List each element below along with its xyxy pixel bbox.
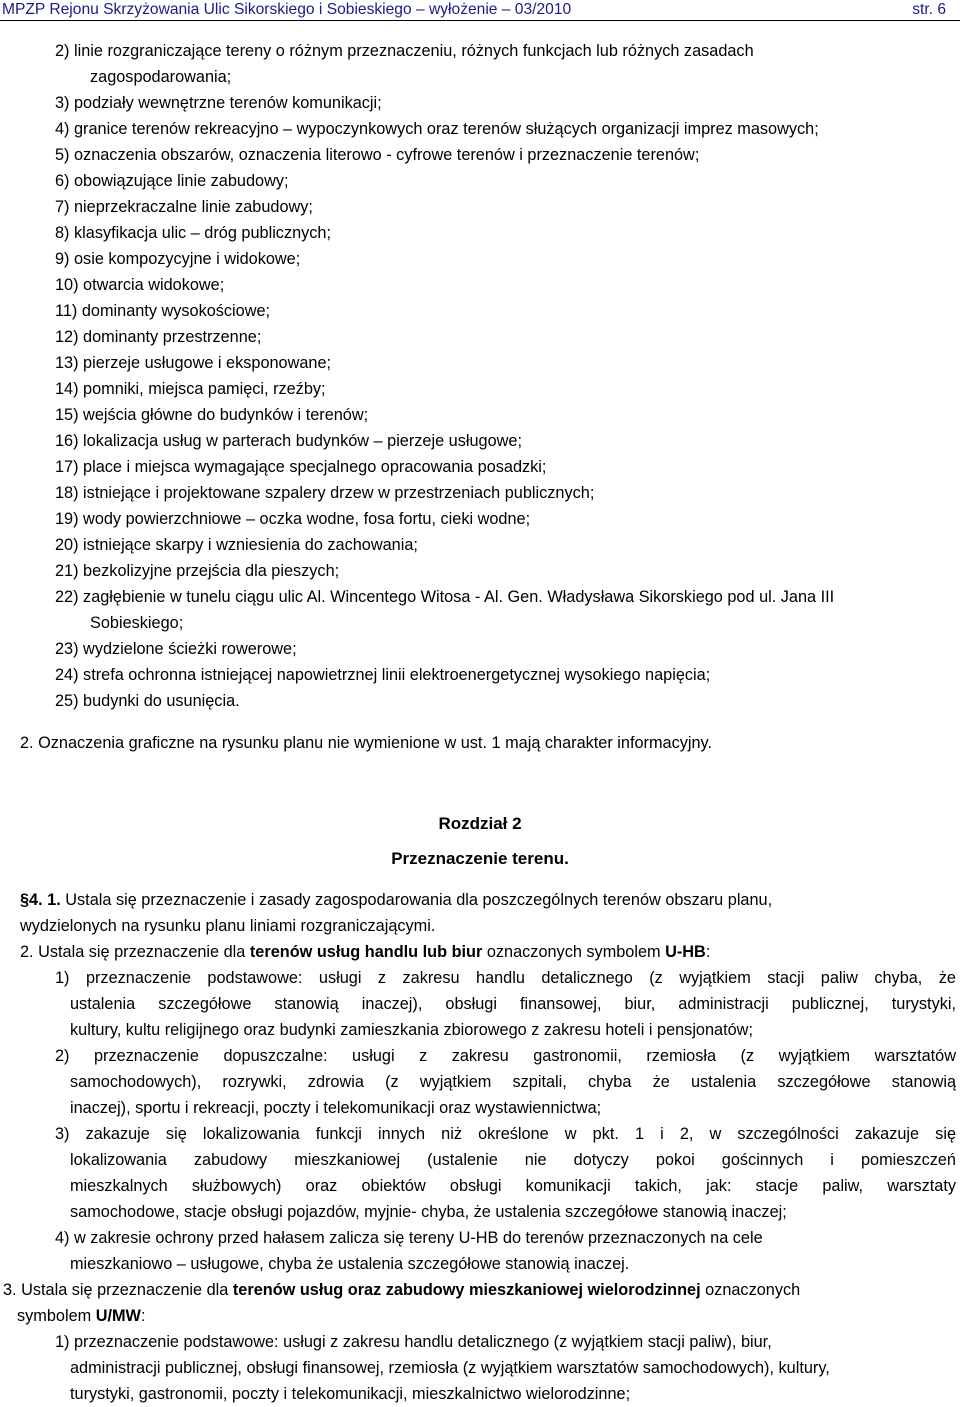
- p2-item-1-cont: ustalenia szczegółowe stanowią inaczej), obsługi finansowej, biur, administracji publicznej, turystyki,: [70, 995, 956, 1013]
- list-item: 18) istniejące i projektowane szpalery drzew w przestrzeniach publicznych;: [55, 484, 595, 502]
- point-2: 2. Oznaczenia graficzne na rysunku planu nie wymienione w ust. 1 mają charakter informacyjny.: [20, 734, 712, 752]
- p2-item-2-cont: samochodowych), rozrywki, zdrowia (z wyjątkiem szpitali, chyba że ustalenia szczegółowe stanowią: [70, 1073, 956, 1091]
- section-4-par-3-cont: symbolem U/MW:: [17, 1307, 146, 1325]
- list-item: 22) zagłębienie w tunelu ciągu ulic Al. Wincentego Witosa - Al. Gen. Władysława Sikorskiego pod ul. Jana III: [55, 588, 835, 606]
- p2-item-3-cont: lokalizowania zabudowy mieszkaniowej (ustalenie nie dotyczy pokoi gościnnych i pomieszczeń: [70, 1151, 956, 1169]
- chapter-number: Rozdział 2: [438, 814, 522, 833]
- p2-item-3-cont: samochodowe, stacje obsługi pojazdów, myjnie- chyba, że ustalenia szczegółowe stanowią inaczej;: [70, 1203, 787, 1221]
- section-4-par-3: 3. Ustala się przeznaczenie dla terenów usług oraz zabudowy mieszkaniowej wielorodzinnej oznaczonych: [3, 1281, 801, 1299]
- list-item: 8) klasyfikacja ulic – dróg publicznych;: [55, 224, 332, 242]
- list-item: 24) strefa ochronna istniejącej napowietrznej linii elektroenergetycznej wysokiego napięcia;: [55, 666, 711, 684]
- list-item: 13) pierzeje usługowe i eksponowane;: [55, 354, 332, 372]
- document-title: MPZP Rejonu Skrzyżowania Ulic Sikorskiego i Sobieskiego – wyłożenie – 03/2010: [2, 1, 572, 18]
- page-number: str. 6: [912, 1, 946, 18]
- list-item: 12) dominanty przestrzenne;: [55, 328, 262, 346]
- header-divider: [0, 20, 960, 21]
- p3-item-1-cont: administracji publicznej, obsługi finansowej, rzemiosła (z wyjątkiem warsztatów samochodowych), kultury,: [70, 1359, 830, 1377]
- list-item: 3) podziały wewnętrzne terenów komunikacji;: [55, 94, 382, 112]
- list-item: 7) nieprzekraczalne linie zabudowy;: [55, 198, 313, 216]
- chapter-title: Przeznaczenie terenu.: [391, 849, 569, 868]
- list-item: 5) oznaczenia obszarów, oznaczenia literowo - cyfrowe terenów i przeznaczenie terenów;: [55, 146, 700, 164]
- list-item: 25) budynki do usunięcia.: [55, 692, 240, 710]
- page-header: [0, 0, 960, 22]
- section-4-par-1-cont: wydzielonych na rysunku planu liniami rozgraniczającymi.: [20, 917, 436, 935]
- section-4-par-2: 2. Ustala się przeznaczenie dla terenów usług handlu lub biur oznaczonych symbolem U-HB:: [20, 943, 711, 961]
- p2-item-3: 3) zakazuje się lokalizowania funkcji innych niż określone w pkt. 1 i 2, w szczególności zakazuje się: [55, 1125, 956, 1143]
- p2-item-3-cont: mieszkalnych służbowych) oraz obiektów obsługi komunikacji takich, jak: stacje paliw, warsztaty: [70, 1177, 956, 1195]
- p2-item-1-cont: kultury, kultu religijnego oraz budynki zamieszkania zbiorowego z zakresu hoteli i pensjonatów;: [70, 1021, 753, 1039]
- list-item: 11) dominanty wysokościowe;: [55, 302, 271, 320]
- list-item: 19) wody powierzchniowe – oczka wodne, fosa fortu, cieki wodne;: [55, 510, 531, 528]
- list-item: 16) lokalizacja usług w parterach budynków – pierzeje usługowe;: [55, 432, 522, 450]
- list-item-continuation: zagospodarowania;: [90, 68, 232, 86]
- list-item: 17) place i miejsca wymagające specjalnego opracowania posadzki;: [55, 458, 547, 476]
- p2-item-4: 4) w zakresie ochrony przed hałasem zalicza się tereny U-HB do terenów przeznaczonych na cele: [55, 1229, 763, 1247]
- p2-item-2: 2) przeznaczenie dopuszczalne: usługi z zakresu gastronomii, rzemiosła (z wyjątkiem warsztatów: [55, 1047, 956, 1065]
- p3-item-1-cont: turystyki, gastronomii, poczty i telekomunikacji, mieszkalnictwo wielorodzinne;: [70, 1385, 631, 1403]
- list-item: 9) osie kompozycyjne i widokowe;: [55, 250, 301, 268]
- p2-item-1: 1) przeznaczenie podstawowe: usługi z zakresu handlu detalicznego (z wyjątkiem stacji paliw chyba, że: [55, 969, 956, 987]
- p3-item-1: 1) przeznaczenie podstawowe: usługi z zakresu handlu detalicznego (z wyjątkiem stacji paliw), biur,: [55, 1333, 772, 1351]
- section-4-par-1: §4. 1. Ustala się przeznaczenie i zasady zagospodarowania dla poszczególnych terenów obszaru planu,: [20, 891, 773, 909]
- list-item: 20) istniejące skarpy i wzniesienia do zachowania;: [55, 536, 418, 554]
- list-item: 4) granice terenów rekreacyjno – wypoczynkowych oraz terenów służących organizacji imprez masowych;: [55, 120, 819, 138]
- section-marker: §4. 1.: [20, 891, 61, 909]
- list-item: 10) otwarcia widokowe;: [55, 276, 225, 294]
- list-item: 6) obowiązujące linie zabudowy;: [55, 172, 289, 190]
- p2-item-2-cont: inaczej), sportu i rekreacji, poczty i telekomunikacji oraz wystawiennictwa;: [70, 1099, 602, 1117]
- list-item: 14) pomniki, miejsca pamięci, rzeźby;: [55, 380, 326, 398]
- list-item-continuation: Sobieskiego;: [90, 614, 184, 632]
- list-item: 15) wejścia główne do budynków i terenów;: [55, 406, 369, 424]
- p2-item-4-cont: mieszkaniowo – usługowe, chyba że ustalenia szczegółowe stanowią inaczej.: [70, 1255, 630, 1273]
- list-item: 21) bezkolizyjne przejścia dla pieszych;: [55, 562, 340, 580]
- list-item: 2) linie rozgraniczające tereny o różnym przeznaczeniu, różnych funkcjach lub różnych zasadach: [55, 42, 754, 60]
- list-item: 23) wydzielone ścieżki rowerowe;: [55, 640, 297, 658]
